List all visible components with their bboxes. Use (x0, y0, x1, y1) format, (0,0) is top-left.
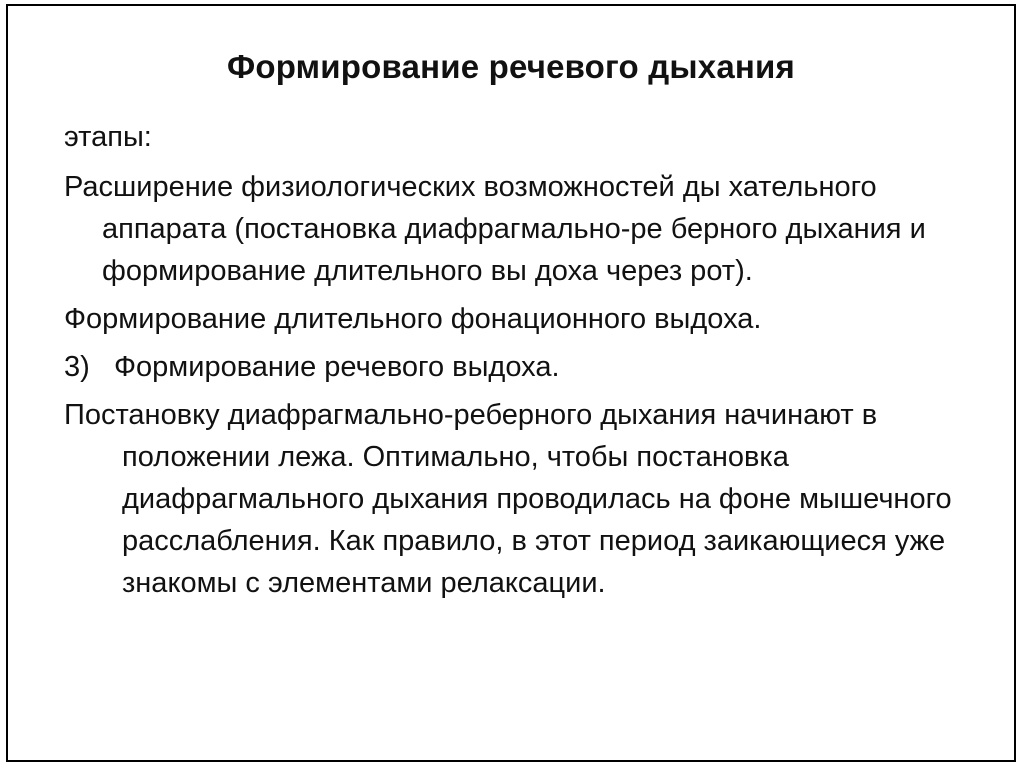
stage-1-paragraph: Расширение физиологических возможностей ды хательного аппарата (постановка диафрагмально-ре берного дыхания и формирование длительного вы доха через рот). (64, 171, 926, 287)
method-paragraph: Постановку диафрагмально-реберного дыхания начинают в положении лежа. Оптимально, чтобы постановка диафрагмального дыхания проводилась на фоне мышечного расслабления. Как правило, в этот период заикающиеся уже знакомы с элементами релаксации. (64, 399, 952, 599)
slide (6, 4, 1016, 762)
stage-3-paragraph (64, 346, 984, 388)
stage-2-paragraph: Формирование длительного фонационного выдоха. (64, 303, 762, 335)
stage-3-text: Формирование речевого выдоха. (114, 351, 560, 383)
slide-body (64, 116, 984, 604)
stages-label: этапы: (64, 121, 152, 153)
slide-title: Формирование речевого дыхания (227, 48, 795, 85)
stage-3-number: 3) (64, 351, 90, 383)
